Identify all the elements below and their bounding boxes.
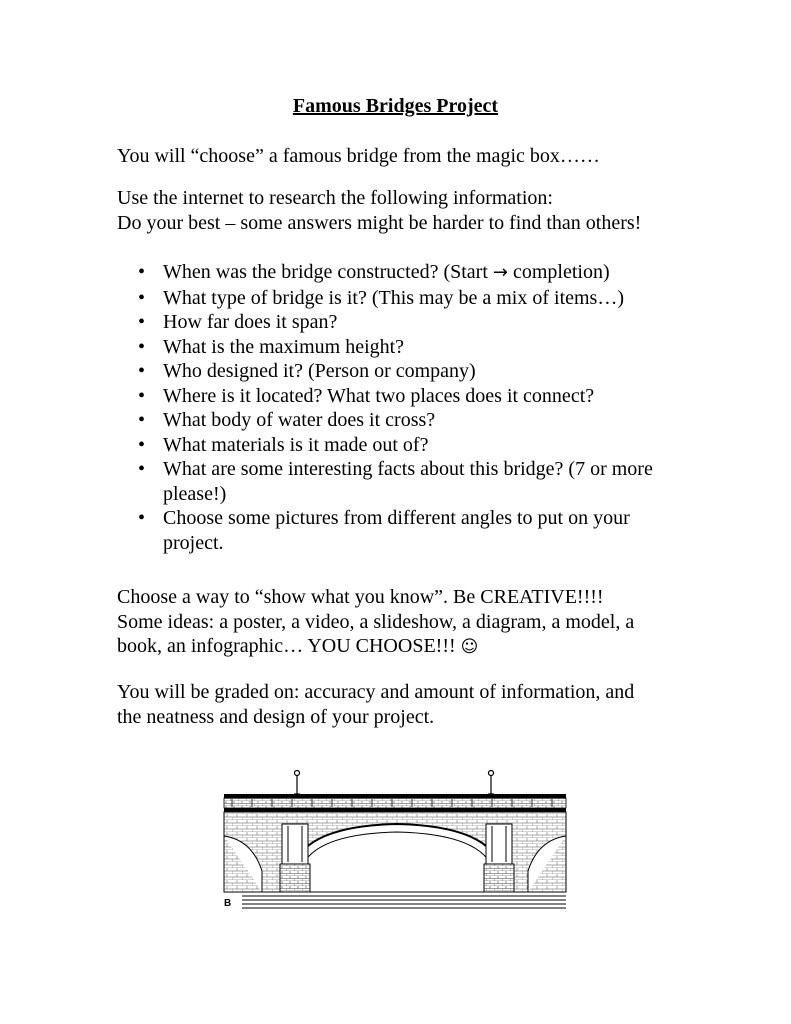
list-item	[138, 433, 698, 458]
bullet-icon: •	[138, 458, 146, 480]
show-line-3: book, an infographic… YOU CHOOSE!!!	[117, 635, 461, 657]
show-line-2: Some ideas: a poster, a video, a slideshow, a diagram, a model, a	[117, 610, 635, 633]
research-line-2: Do your best – some answers might be harder to find than others!	[117, 211, 642, 234]
smiley-icon: ☺	[460, 637, 479, 657]
intro-paragraph	[117, 144, 697, 169]
bullet-icon: •	[138, 433, 146, 456]
list-item	[138, 457, 698, 506]
list-item	[138, 408, 698, 433]
show-line-3-wrap	[117, 634, 697, 660]
research-line-1: Use the internet to research the following information:	[117, 187, 553, 209]
intro-text: You will “choose” a famous bridge from the magic box……	[117, 145, 600, 167]
question-1-start: When was the bridge constructed? (Start	[163, 261, 493, 283]
list-item	[138, 384, 698, 409]
question-5: Who designed it? (Person or company)	[163, 360, 476, 382]
question-9-line-1: What are some interesting facts about this bridge? (7 or more	[163, 458, 653, 480]
bullet-icon: •	[138, 507, 146, 529]
bullet-icon: •	[138, 335, 146, 358]
list-item	[138, 310, 698, 335]
graded-line-1: You will be graded on: accuracy and amount of information, and	[117, 681, 635, 703]
bullet-icon: •	[138, 261, 146, 283]
question-2: What type of bridge is it? (This may be a mix of items…)	[163, 286, 624, 309]
question-3: How far does it span?	[163, 311, 338, 333]
bullet-icon: •	[138, 286, 146, 309]
bullet-icon: •	[138, 311, 146, 333]
list-item	[138, 359, 698, 384]
bullet-icon: •	[138, 360, 146, 382]
page-title: Famous Bridges Project	[292, 95, 499, 117]
figure-label: B	[224, 898, 232, 909]
graded-line-2: the neatness and design of your project.	[117, 705, 435, 728]
list-item	[138, 506, 698, 555]
question-list	[138, 260, 698, 555]
bridge-illustration-icon	[222, 766, 572, 910]
question-10-line-2: project.	[163, 531, 224, 554]
list-item	[138, 335, 698, 360]
research-paragraph	[117, 186, 697, 235]
show-paragraph	[117, 585, 697, 660]
lamp-post-left-icon	[294, 771, 300, 795]
show-line-1: Choose a way to “show what you know”. Be CREATIVE!!!!	[117, 586, 604, 608]
question-4: What is the maximum height?	[163, 335, 405, 358]
bullet-icon: •	[138, 409, 146, 431]
question-8: What materials is it made out of?	[163, 433, 429, 456]
list-item	[138, 260, 698, 286]
question-1-end: completion)	[507, 261, 610, 283]
question-10-line-1: Choose some pictures from different angles to put on your	[163, 507, 630, 529]
bullet-icon: •	[138, 384, 146, 407]
arrow-right-icon: →	[492, 262, 508, 283]
lamp-post-right-icon	[488, 771, 494, 795]
question-6: Where is it located? What two places does it connect?	[163, 384, 595, 407]
list-item	[138, 286, 698, 311]
graded-paragraph	[117, 680, 697, 729]
question-9-line-2: please!)	[163, 482, 227, 505]
question-7: What body of water does it cross?	[163, 409, 436, 431]
